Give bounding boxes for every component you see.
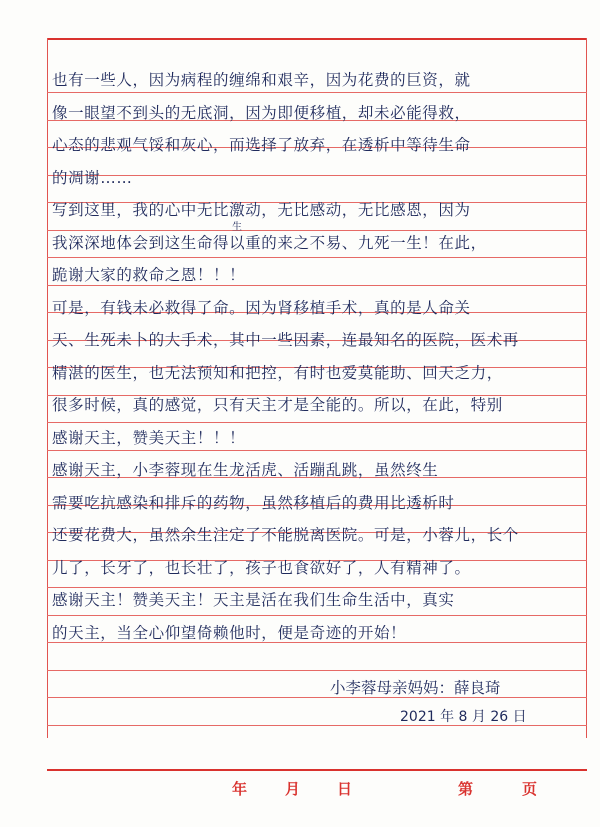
letter-line: 很多时候，真的感觉，只有天主才是全能的。所以，在此，特别 <box>52 396 503 414</box>
letter-line: 像一眼望不到头的无底洞，因为即便移植，却未必能得救， <box>52 103 471 122</box>
letter-line: 可是，有钱未必救得了命。因为肾移植手术，真的是人命关 <box>52 298 471 317</box>
right-margin-rule <box>586 38 587 738</box>
insertion-mark: 生 <box>232 222 242 233</box>
letter-line: 的天主，当全心仰望倚赖他时，便是奇迹的开始！ <box>52 623 407 642</box>
letter-line: 的凋谢…… <box>52 168 133 187</box>
letter-line: 写到这里，我的心中无比激动，无比感动，无比感恩，因为 <box>52 201 471 219</box>
footer-month: 月 <box>285 780 301 798</box>
letter-line: 我深深地体会到这生命得以重的来之不易、九死一生！在此， <box>52 233 487 252</box>
letter-line: 需要吃抗感染和排斥的药物，虽然移植后的费用比透析时 <box>52 493 455 512</box>
signature: 小李蓉母亲妈妈：薛良琦 <box>330 679 501 697</box>
letter-line: 感谢天主，赞美天主！！！ <box>52 428 246 447</box>
ruled-line <box>47 422 587 423</box>
footer-page: 第 <box>458 780 474 798</box>
letter-line: 还要花费大，虽然余生注定了不能脱离医院。可是，小蓉儿，长个 <box>52 526 519 544</box>
footer-day: 日 <box>337 780 353 798</box>
letter-line: 感谢天主！赞美天主！天主是活在我们生命生活中，真实 <box>52 591 455 609</box>
letter-line: 精湛的医生，也无法预知和把控，有时也爱莫能助、回天乏力， <box>52 363 503 382</box>
letter-line: 跪谢大家的救命之恩！！！ <box>52 266 246 284</box>
ruled-line <box>47 670 587 671</box>
ruled-line <box>47 615 587 616</box>
footer-page-unit: 页 <box>522 780 538 798</box>
letter-line: 天、生死未卜的大手术，其中一些因素，连最知名的医院，医术再 <box>52 331 519 349</box>
ruled-line <box>47 257 587 258</box>
footer-year: 年 <box>232 780 248 798</box>
bottom-margin-rule <box>47 769 587 771</box>
letter-line: 心态的悲观气馁和灰心，而选择了放弃，在透析中等待生命 <box>52 136 471 154</box>
letter-line: 也有一些人，因为病程的缠绵和艰辛，因为花费的巨资，就 <box>52 71 471 89</box>
letter-line: 感谢天主，小李蓉现在生龙活虎、活蹦乱跳，虽然终生 <box>52 461 439 479</box>
left-margin-rule <box>47 38 48 738</box>
date: 2021 年 8 月 26 日 <box>400 709 527 725</box>
top-margin-rule <box>47 38 587 40</box>
letter-line: 儿了，长牙了，也长壮了，孩子也食欲好了，人有精神了。 <box>52 558 471 577</box>
